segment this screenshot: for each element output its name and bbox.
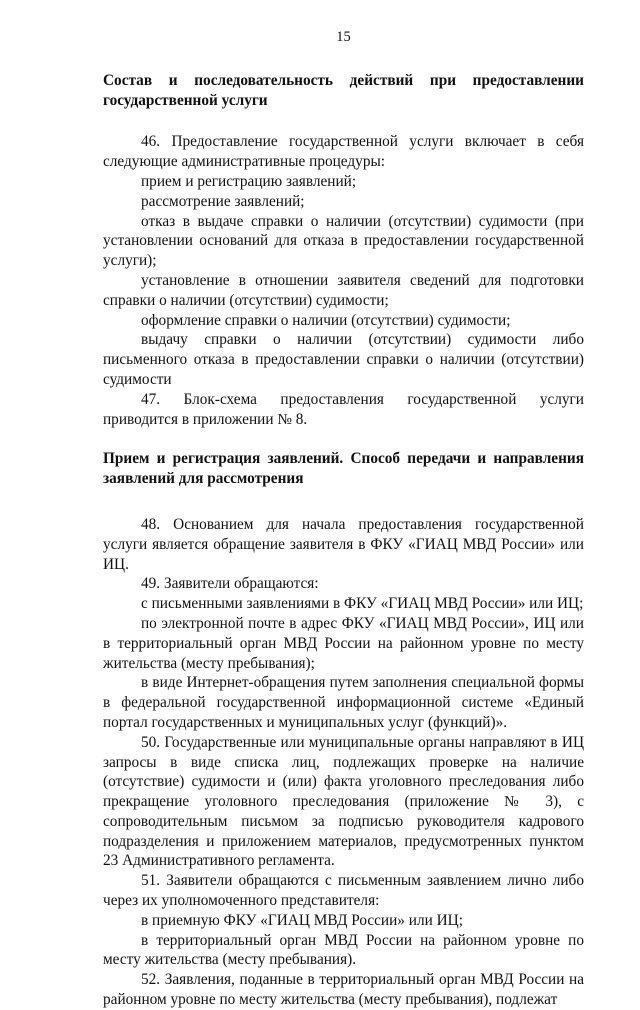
page-number: 15 — [336, 29, 351, 45]
paragraph-51-intro: 51. Заявители обращаются с письменным заявлением лично либо через их уполномоченного представителя: — [103, 872, 584, 910]
paragraph-50: 50. Государственные или муниципальные органы направляют в ИЦ запросы в виде списка лиц, подлежащих проверке на наличие (отсутствие) судимости и (или) факта уголовного преследования либо прекращение уголовного преследования (приложение № 3), с сопроводительным письмом за подписью руководителя кадрового подразделения и приложением материалов, предусмотренных пунктом 23 Административного регламента. — [103, 733, 584, 870]
list-item: выдачу справки о наличии (отсутствии) судимости либо письменного отказа в предоставлении справки о наличии (отсутствии) судимости — [103, 331, 584, 388]
list-item: в территориальный орган МВД России на районном уровне по месту жительства (месту пребывания). — [103, 931, 584, 969]
paragraph-48: 48. Основанием для начала предоставления государственной услуги является обращение заявителя в ФКУ «ГИАЦ МВД России» или ИЦ. — [103, 515, 584, 573]
section-heading-reception: Прием и регистрация заявлений. Способ передачи и направления заявлений для рассмотрения — [103, 450, 584, 488]
paragraph-49-intro: 49. Заявители обращаются: — [141, 575, 319, 593]
list-item: в приемную ФКУ «ГИАЦ МВД России» или ИЦ; — [141, 911, 463, 929]
list-item: прием и регистрацию заявлений; — [141, 172, 357, 190]
list-item: установление в отношении заявителя сведений для подготовки справки о наличии (отсутствии) судимости; — [103, 271, 584, 309]
list-item: отказ в выдаче справки о наличии (отсутствии) судимости (при установлении оснований для отказа в предоставлении государственной услуги); — [103, 212, 584, 270]
list-item: с письменными заявлениями в ФКУ «ГИАЦ МВД России» или ИЦ; — [141, 595, 584, 613]
list-item: по электронной почте в адрес ФКУ «ГИАЦ МВД России», ИЦ или в территориальный орган МВД России на районном уровне по месту жительства (месту пребывания); — [103, 614, 584, 672]
list-item: рассмотрение заявлений; — [141, 192, 305, 210]
paragraph-52: 52. Заявления, поданные в территориальный орган МВД России на районном уровне по месту жительства (месту пребывания), подлежат — [103, 971, 584, 1009]
section-heading-composition: Состав и последовательность действий при предоставлении государственной услуги — [103, 71, 584, 109]
paragraph-46-intro: 46. Предоставление государственной услуги включает в себя следующие административные процедуры: — [103, 133, 584, 171]
paragraph-47: 47. Блок-схема предоставления государственной услуги приводится в приложении № 8. — [103, 390, 584, 428]
list-item: оформление справки о наличии (отсутствии) судимости; — [141, 311, 511, 329]
list-item: в виде Интернет-обращения путем заполнения специальной формы в федеральной государственной информационной системе «Единый портал государственных и муниципальных услуг (функций)». — [103, 674, 584, 731]
